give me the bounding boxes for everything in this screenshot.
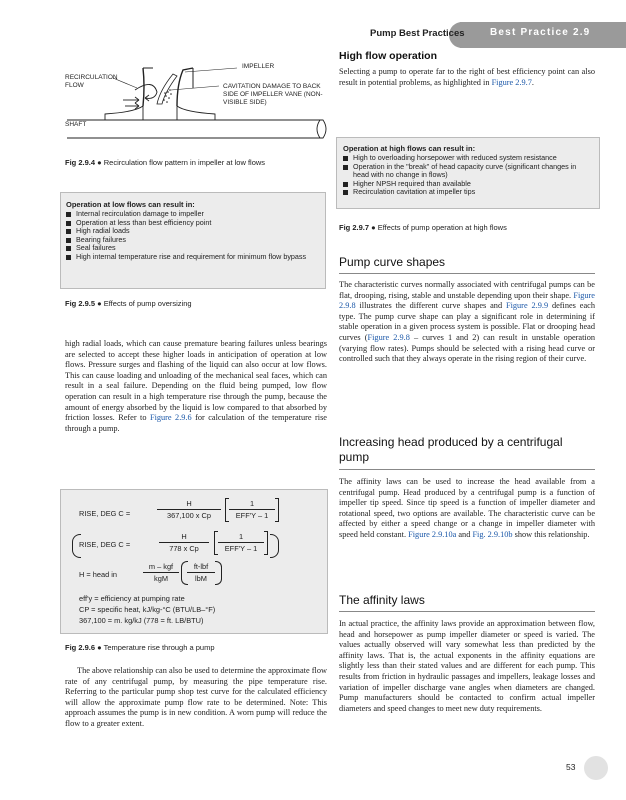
figure-2-9-10b-link[interactable]: Fig. 2.9.10b — [472, 529, 513, 539]
pump-curve-shapes-paragraph — [339, 280, 595, 365]
figure-2-9-7-link[interactable]: Figure 2.9.7 — [491, 77, 532, 87]
fig294-number: Fig 2.9.4 — [65, 158, 96, 167]
paragraph-text: illustrates the different curve shapes and — [355, 301, 506, 311]
eq3-lhs: H = head in — [79, 570, 118, 579]
shaft-label: SHAFT — [65, 121, 87, 128]
fig296-number: Fig 2.9.6 — [65, 643, 96, 652]
eq1-denominator: 367,100 x Cp — [167, 511, 211, 520]
eq3-fraction-bar — [143, 572, 179, 573]
figure-2-9-10a-link[interactable]: Figure 2.9.10a — [408, 529, 457, 539]
eq3-fraction-bar-2 — [187, 572, 215, 573]
fig295-caption-text: Effects of pump oversizing — [103, 299, 192, 308]
high-flow-heading: High flow operation — [339, 50, 437, 62]
fig297-caption-text: Effects of pump operation at high flows — [377, 223, 507, 232]
section-rule — [339, 273, 595, 274]
list-item: Operation at less than best efficiency point — [66, 219, 325, 228]
eq2-lhs: RISE, DEG C = — [79, 540, 131, 549]
low-flow-effects-box — [60, 192, 326, 289]
high-flow-paragraph — [339, 67, 595, 88]
list-item: High internal temperature rise and requirement for minimum flow bypass — [66, 253, 325, 262]
cavitation-label-2: SIDE OF IMPELLER VANE (NON- — [223, 91, 323, 98]
impeller-recirculation-diagram — [65, 60, 327, 144]
list-item: Seal failures — [66, 244, 325, 253]
fig294-caption-text: Recirculation flow pattern in impeller at low flows — [103, 158, 266, 167]
eq2-denominator: 778 x Cp — [169, 544, 199, 553]
fig295-number: Fig 2.9.5 — [65, 299, 96, 308]
eq2-denominator-2: EFF'Y – 1 — [224, 544, 258, 553]
list-item: Recirculation cavitation at impeller tips — [343, 188, 591, 197]
recirculation-label-2: FLOW — [65, 82, 84, 89]
low-flow-paragraph — [65, 339, 327, 434]
heading-line-1: Increasing head produced by a centrifugal — [339, 435, 563, 449]
section-rule — [339, 469, 595, 470]
caption-bullet: ● — [97, 299, 104, 308]
figure-2-9-6-link[interactable]: Figure 2.9.6 — [149, 413, 192, 423]
figure-2-9-9-link[interactable]: Figure 2.9.9 — [505, 301, 549, 311]
paragraph-text: and — [456, 529, 473, 539]
eq2-paren-right — [270, 534, 279, 558]
eq2-fraction-bar-2 — [218, 542, 264, 543]
paragraph-text: The characteristic curves normally associated with centrifugal pumps can be flat, drooping, rising, stable and unstable depending upon their shape. — [339, 280, 595, 300]
figure-2-9-8-link[interactable]: Figure 2.9.8 — [339, 290, 595, 311]
eq1-numerator-2: 1 — [249, 499, 255, 508]
eq3-paren-right — [215, 561, 222, 585]
eq2-fraction-bar — [159, 542, 209, 543]
impeller-drawing — [65, 60, 327, 144]
eq1-lhs: RISE, DEG C = — [79, 509, 131, 518]
list-item: Operation in the "break" of head capacity curve (significant changes in head with no change in flows) — [343, 163, 591, 180]
list-item: Bearing failures — [66, 236, 325, 245]
low-flow-effects-list — [66, 210, 325, 262]
paragraph-text: . — [531, 77, 534, 87]
heading-line-2: pump — [339, 450, 370, 464]
figure-2-9-8-link[interactable]: Figure 2.9.8 — [367, 332, 410, 342]
paragraph-text: The affinity laws can be used to increase the head available from a centrifugal pump. Head produced by a centrifugal pump is a function of impeller tip speed. Since tip speed is a function of impeller diameter and rotational speed, two options are available. The characteristic curve can be affected by either a speed change or a change in impeller diameter with speed held constant. — [339, 477, 595, 539]
cavitation-label-1: CAVITATION DAMAGE TO BACK — [223, 83, 321, 90]
eq1-fraction-bar — [157, 509, 221, 510]
flow-rate-paragraph: The above relationship can also be used to determine the approximate flow rate of any centrifugal pump, by measuring the pipe temperature rise. Referring to the particular pump shop test curve for the calculated efficiency will allow the approximate pump flow rate to be determined. Note: This approach assumes the pump is in new condition. A worn pump will reduce the flow to a greater extent. — [65, 666, 327, 728]
list-item: High to overloading horsepower with reduced system resistance — [343, 154, 591, 163]
low-flow-box-title: Operation at low flows can result in: — [66, 200, 195, 209]
eq1-bracket-right — [275, 498, 279, 522]
pump-curve-shapes-heading: Pump curve shapes — [339, 255, 446, 269]
fig296-caption-text: Temperature rise through a pump — [103, 643, 215, 652]
recirculation-label-1: RECIRCULATION — [65, 74, 118, 81]
definition-constant: 367,100 = m. kg/kJ (778 = ft. LB/BTU) — [79, 616, 204, 625]
paragraph-text: for calculation of the temperature rise through a pump. — [65, 413, 327, 433]
eq1-denominator-2: EFF'Y – 1 — [235, 511, 269, 520]
list-item: High radial loads — [66, 227, 325, 236]
eq2-numerator: H — [181, 532, 187, 541]
fig297-caption — [339, 223, 507, 232]
caption-bullet: ● — [371, 223, 378, 232]
eq1-numerator: H — [186, 499, 192, 508]
fig295-caption — [65, 299, 192, 308]
paragraph-text: Selecting a pump to operate far to the right of best efficiency point can also result in potential problems, as highlighted in — [339, 67, 595, 87]
page-number: 53 — [566, 762, 576, 772]
eq2-bracket-right — [264, 531, 268, 555]
section-tab-label: Best Practice 2.9 — [490, 27, 591, 38]
list-item: Internal recirculation damage to impeller — [66, 210, 325, 219]
definition-specific-heat: CP = specific heat, kJ/kg-°C (BTU/LB–°F) — [79, 605, 216, 614]
impeller-label: IMPELLER — [242, 63, 275, 70]
eq2-numerator-2: 1 — [238, 532, 244, 541]
high-flow-effects-list — [343, 154, 591, 197]
eq3-numerator-2: ft-lbf — [193, 562, 209, 571]
cavitation-label-3: VISIBLE SIDE) — [223, 99, 267, 106]
running-header: Pump Best Practices — [370, 28, 465, 39]
fig297-number: Fig 2.9.7 — [339, 223, 370, 232]
eq1-fraction-bar-2 — [229, 509, 275, 510]
section-rule — [339, 611, 595, 612]
increasing-head-heading — [339, 435, 599, 465]
increasing-head-paragraph — [339, 477, 595, 541]
eq3-denominator: kgM — [154, 574, 168, 583]
high-flow-effects-box — [336, 137, 600, 209]
high-flow-box-title: Operation at high flows can result in: — [343, 144, 476, 153]
caption-bullet: ● — [97, 643, 104, 652]
paragraph-text: show this relationship. — [512, 529, 590, 539]
paragraph-text: defines each type. The pump curve shape can play a significant role in determining if stable operation in a given process system is possible. Flat or drooping head curves ( — [339, 301, 595, 342]
definition-efficiency: eff'y = efficiency at pumping rate — [79, 594, 185, 603]
page-number-circle — [584, 756, 608, 780]
fig294-caption — [65, 158, 265, 167]
paragraph-text: – curves 1 and 2) can result in unstable operation (varying flow rates). Pumps should be selected with a rising head curve or controlled such that they always operate in the rising region of their curve. — [339, 332, 595, 364]
paragraph-text: high radial loads, which can cause premature bearing failures unless bearings are selected to accept these higher loads in anticipation of operation at low flows. Pressure surges and flashing of the liquid can also occur at low flows. This can cause loading and unloading of the mechanical seal faces, which can result in a seal failure. Depending on the fluid being pumped, low flow operation can result in a high temperature rise through the pump, because the amount of energy absorbed by the liquid is low compared to that absorbed by friction losses. Refer to — [65, 339, 327, 423]
eq3-denominator-2: lbM — [195, 574, 207, 583]
list-item: Higher NPSH required than available — [343, 180, 591, 189]
caption-bullet: ● — [97, 158, 104, 167]
affinity-laws-heading: The affinity laws — [339, 593, 425, 607]
eq3-numerator: m – kgf — [148, 562, 174, 571]
temperature-rise-equations-box — [60, 489, 328, 634]
affinity-laws-paragraph: In actual practice, the affinity laws provide an approximation between flow, head and horsepower as pump impeller diameter or speed is varied. The values actually observed will vary somewhat less than predicted by the affinity laws. That is, the actual exponents in the affinity equations are slightly less than their stated values and are different for each pump. This results from friction in hydraulic passages and impellers, leakage losses and variation of impeller discharge vane angles when diameters are changed. Pump manufacturers should be contacted to confirm actual impeller diameters and speed changes to meet new duty requirements. — [339, 619, 595, 713]
fig296-caption — [65, 643, 215, 652]
